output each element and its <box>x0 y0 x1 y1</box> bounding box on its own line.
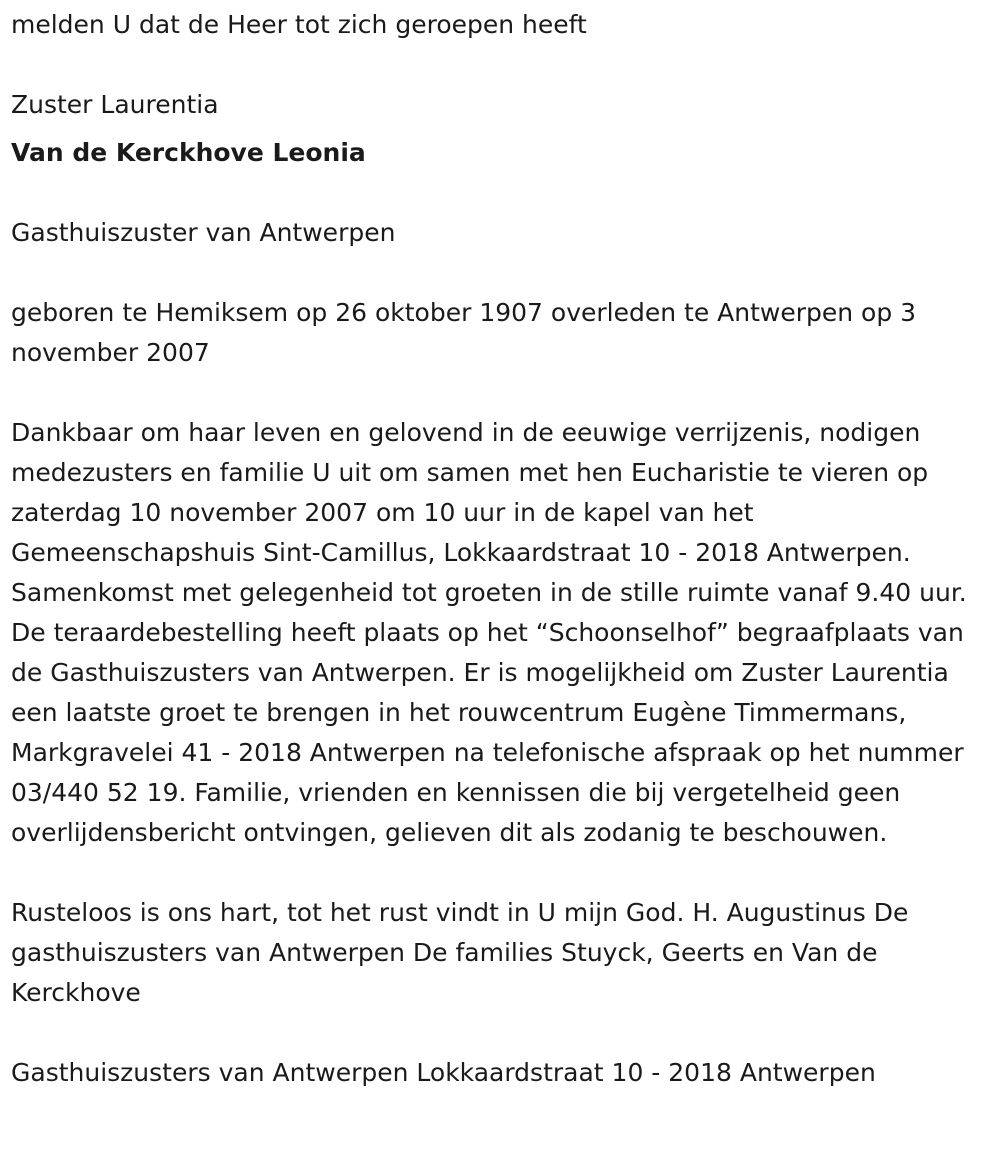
intro-text: melden U dat de Heer tot zich geroepen heeft <box>11 10 587 39</box>
quote-and-family-text: Rusteloos is ons hart, tot het rust vindt in U mijn God. H. Augustinus De gasthuiszusters van Antwerpen De families Stuyck, Geerts en Van de Kerckhove <box>11 898 909 1007</box>
address-text: Gasthuiszusters van Antwerpen Lokkaardstraat 10 - 2018 Antwerpen <box>11 1058 876 1087</box>
religious-name: Zuster Laurentia <box>11 90 219 119</box>
funeral-details-text: Dankbaar om haar leven en gelovend in de eeuwige verrijzenis, nodigen medezusters en familie U uit om samen met hen Eucharistie te vieren op zaterdag 10 november 2007 om 10 uur in de kapel van het Gemeenschapshuis Sint-Camillus, Lokkaardstraat 10 - 2018 Antwerpen. Samenkomst met gelegenheid tot groeten in de stille ruimte vanaf 9.40 uur. De teraardebestelling heeft plaats op het “Schoonselhof” begraafplaats van de Gasthuiszusters van Antwerpen. Er is mogelijkheid om Zuster Laurentia een laatste groet te brengen in het rouwcentrum Eugène Timmermans, Markgravelei 41 - 2018 Antwerpen na telefonische afspraak op het nummer 03/440 52 19. Familie, vrienden en kennissen die bij vergetelheid geen overlijdensbericht ontvingen, gelieven dit als zodanig te beschouwen. <box>11 418 967 847</box>
birth-death-text: geboren te Hemiksem op 26 oktober 1907 overleden te Antwerpen op 3 november 2007 <box>11 298 917 367</box>
deceased-full-name: Van de Kerckhove Leonia <box>11 138 366 167</box>
congregation-text: Gasthuiszuster van Antwerpen <box>11 218 396 247</box>
